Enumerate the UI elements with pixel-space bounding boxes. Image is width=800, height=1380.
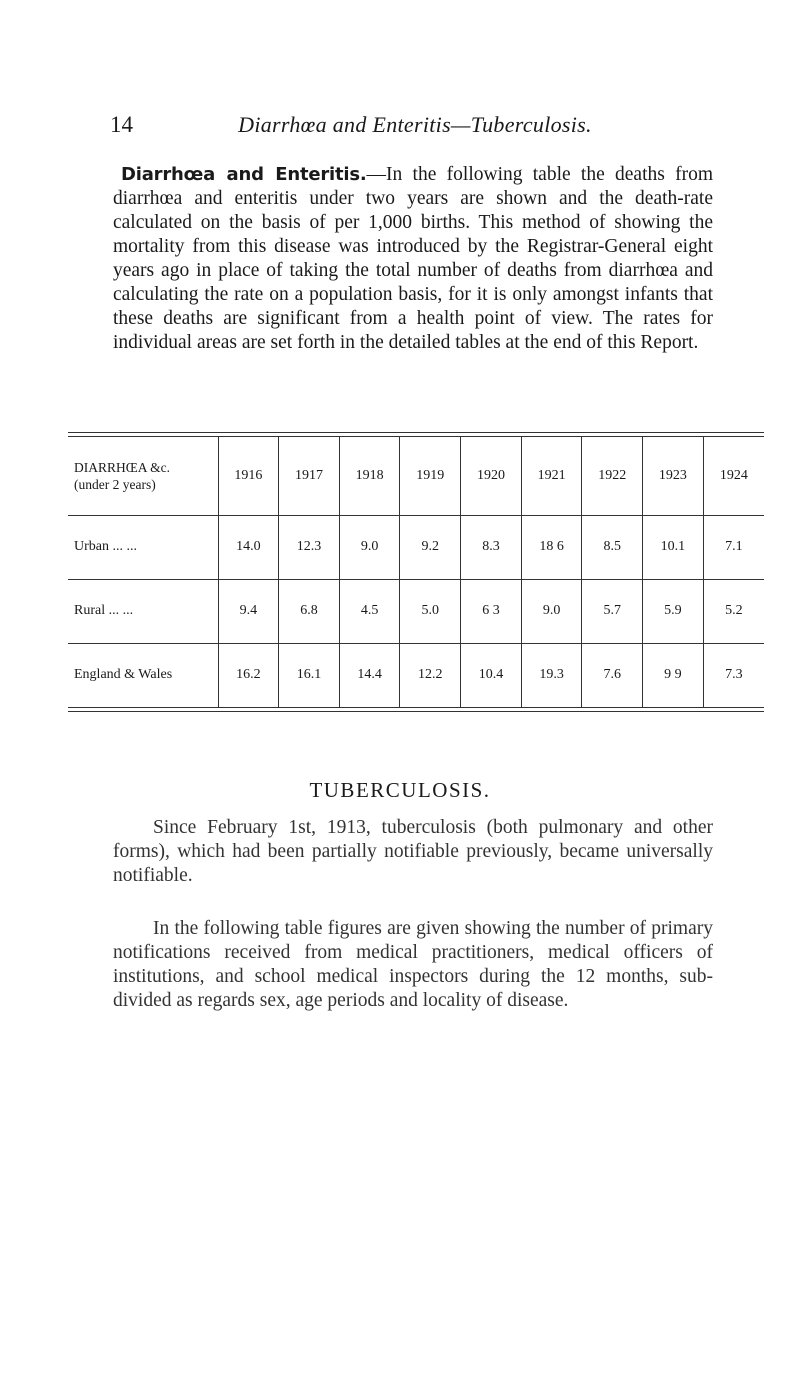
section-run-in-title: Diarrhœa and Enteritis. (121, 164, 367, 185)
table-cell: 8.3 (461, 515, 522, 579)
table-header-label: DIARRHŒA &c. (74, 459, 171, 475)
table-cell: 6.8 (279, 579, 340, 643)
table-cell: 4.5 (339, 579, 400, 643)
running-head (110, 112, 720, 142)
table-cell: 5.7 (582, 579, 643, 643)
table-cell: 9 9 (643, 643, 704, 707)
table-row-rural (68, 579, 764, 643)
table-cell: 16.2 (218, 643, 279, 707)
row-label: Rural ... ... (68, 579, 218, 643)
row-label: England & Wales (68, 643, 218, 707)
table-row-urban (68, 515, 764, 579)
table-row-england-wales (68, 643, 764, 707)
table-cell: 16.1 (279, 643, 340, 707)
year-header: 1921 (521, 437, 582, 515)
table-cell: 6 3 (461, 579, 522, 643)
page-number: 14 (110, 112, 133, 137)
table-cell: 8.5 (582, 515, 643, 579)
table-cell: 14.0 (218, 515, 279, 579)
diarrhoea-rate-table (68, 432, 764, 712)
table-cell: 12.2 (400, 643, 461, 707)
table-cell: 10.4 (461, 643, 522, 707)
table-cell: 5.2 (703, 579, 764, 643)
table-bottom-rule-outer (68, 711, 764, 712)
table-cell: 14.4 (339, 643, 400, 707)
rate-table (68, 437, 764, 707)
table-cell: 10.1 (643, 515, 704, 579)
table-cell: 9.0 (339, 515, 400, 579)
table-cell: 7.6 (582, 643, 643, 707)
year-header: 1917 (279, 437, 340, 515)
tuberculosis-paragraph-2: In the following table figures are given showing the number of primary notifications received from medical practitioners, medical officers of institutions, and school medical inspectors during the 12 months, sub-divided as regards sex, age periods and locality of disease. (113, 918, 713, 1011)
year-header: 1924 (703, 437, 764, 515)
table-header-row (68, 437, 764, 515)
table-cell: 5.9 (643, 579, 704, 643)
year-header: 1923 (643, 437, 704, 515)
table-cell: 9.2 (400, 515, 461, 579)
table-cell: 7.3 (703, 643, 764, 707)
table-cell: 5.0 (400, 579, 461, 643)
year-header: 1919 (400, 437, 461, 515)
table-header-sub: (under 2 years) (74, 476, 156, 492)
year-header: 1920 (461, 437, 522, 515)
table-cell: 18 6 (521, 515, 582, 579)
table-cell: 7.1 (703, 515, 764, 579)
table-cell: 12.3 (279, 515, 340, 579)
table-cell: 9.4 (218, 579, 279, 643)
row-label: Urban ... ... (68, 515, 218, 579)
year-header: 1916 (218, 437, 279, 515)
running-title: Diarrhœa and Enteritis—Tuberculosis. (238, 112, 592, 137)
diarrhoea-paragraph (113, 163, 713, 355)
table-header-label-cell (68, 437, 218, 515)
table-cell: 9.0 (521, 579, 582, 643)
year-header: 1922 (582, 437, 643, 515)
diarrhoea-body: —In the following table the deaths from diarrhœa and enteritis under two years are shown and the death-rate calculated on the basis of per 1,000 births. This method of showing the mortality from this disease was introduced by the Registrar-General eight years ago in place of taking the total number of deaths from diarrhœa and calculating the rate on a population basis, for it is only amongst infants that these deaths are significant from a health point of view. The rates for individual areas are set forth in the detailed tables at the end of this Report. (113, 164, 713, 353)
table-cell: 19.3 (521, 643, 582, 707)
tuberculosis-heading: TUBERCULOSIS. (309, 778, 491, 802)
tuberculosis-paragraph-1: Since February 1st, 1913, tuberculosis (both pulmonary and other forms), which had been partially notifiable previously, became universally notifiable. (113, 817, 713, 886)
year-header: 1918 (339, 437, 400, 515)
